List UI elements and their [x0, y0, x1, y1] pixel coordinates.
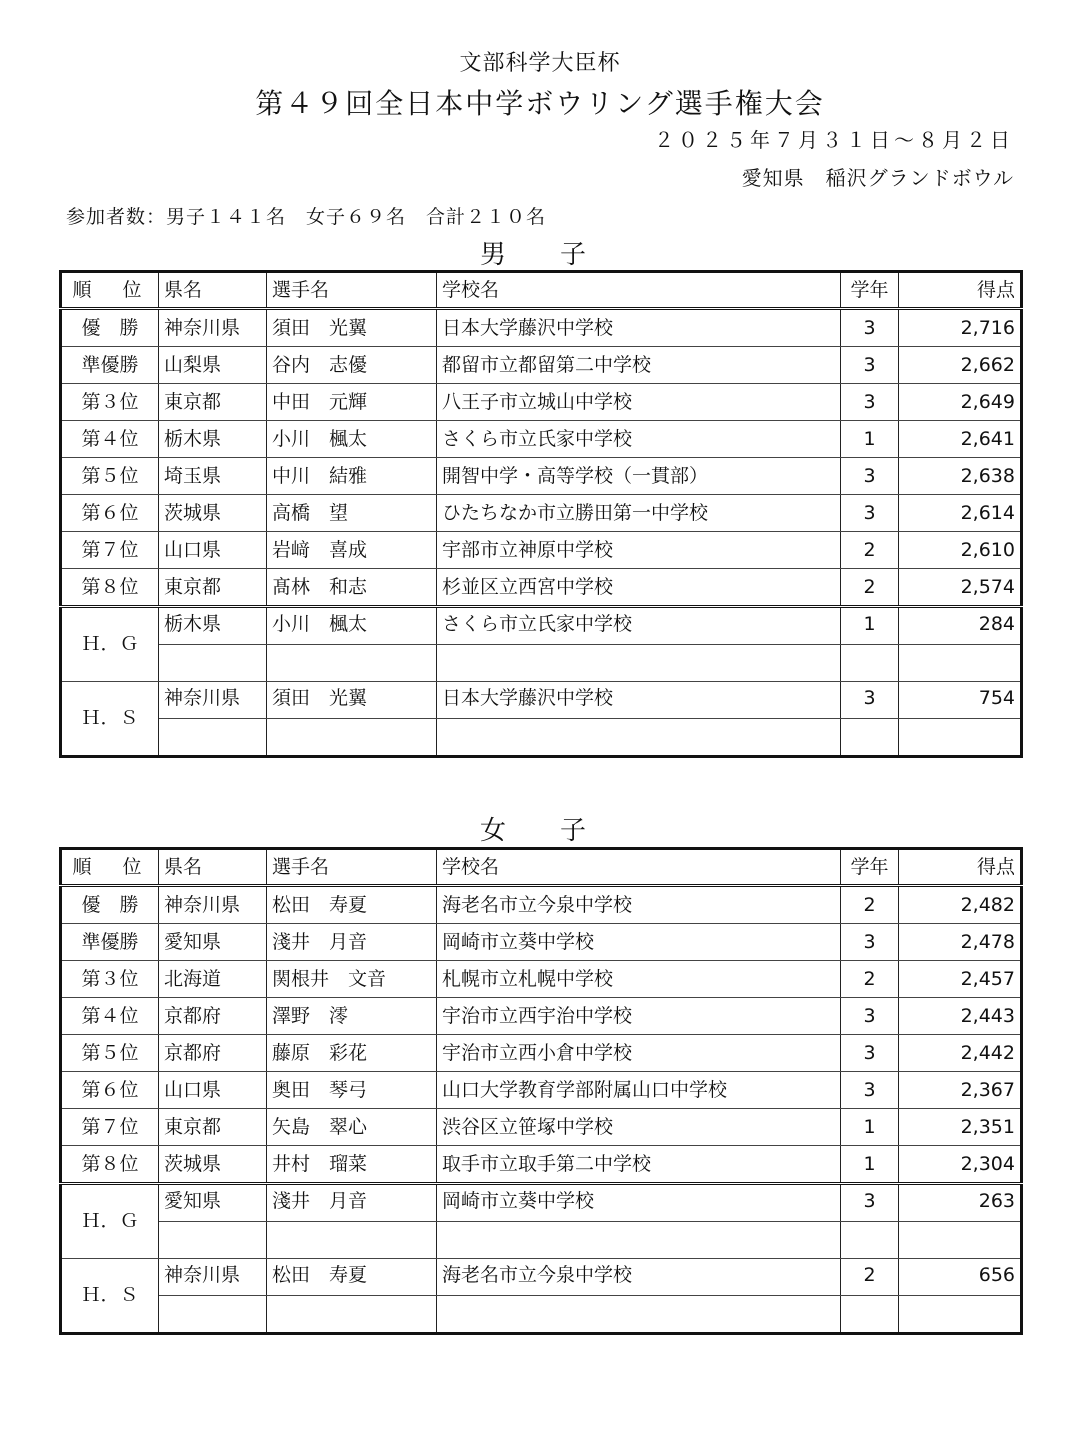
rank-cell: 準優勝: [61, 347, 159, 384]
header-player: 選手名: [267, 272, 437, 309]
score-cell: 2,649: [899, 384, 1022, 421]
score-cell: 2,574: [899, 569, 1022, 607]
grade-cell: 2: [841, 532, 899, 569]
grade-cell: 3: [841, 495, 899, 532]
header-school: 学校名: [437, 272, 841, 309]
table-row: [61, 1072, 1022, 1109]
empty-cell: [841, 1296, 899, 1334]
grade-cell: 1: [841, 421, 899, 458]
prefecture-cell: 東京都: [159, 384, 267, 421]
empty-cell: [841, 1222, 899, 1259]
score-cell: 2,662: [899, 347, 1022, 384]
event-venue: 愛知県 稲沢グランドボウル: [741, 166, 1014, 190]
grade-cell: 3: [841, 384, 899, 421]
grade-cell: 1: [841, 607, 899, 645]
empty-row: [61, 719, 1022, 757]
player-name-cell: 髙林 和志: [267, 569, 437, 607]
score-cell: 2,716: [899, 309, 1022, 347]
high-series-row: [61, 1259, 1022, 1296]
grade-cell: 3: [841, 458, 899, 495]
prefecture-cell: 山口県: [159, 532, 267, 569]
prefecture-cell: 神奈川県: [159, 309, 267, 347]
grade-cell: 3: [841, 309, 899, 347]
table-row: [61, 458, 1022, 495]
score-cell: 2,614: [899, 495, 1022, 532]
high-game-row: [61, 607, 1022, 645]
player-name-cell: 澤野 澪: [267, 998, 437, 1035]
grade-cell: 3: [841, 1072, 899, 1109]
grade-cell: 3: [841, 1184, 899, 1222]
school-cell: 宇治市立西小倉中学校: [437, 1035, 841, 1072]
rank-cell: 第５位: [61, 458, 159, 495]
header-grade: 学年: [841, 272, 899, 309]
table-row: [61, 1109, 1022, 1146]
header-score: 得点: [899, 272, 1022, 309]
grade-cell: 2: [841, 886, 899, 924]
table-row: [61, 961, 1022, 998]
prefecture-cell: 北海道: [159, 961, 267, 998]
empty-cell: [899, 719, 1022, 757]
event-date: ２０２５年７月３１日～８月２日: [654, 128, 1014, 152]
table-row: [61, 924, 1022, 961]
player-name-cell: 中田 元輝: [267, 384, 437, 421]
header-grade: 学年: [841, 849, 899, 886]
empty-cell: [159, 1222, 267, 1259]
player-name-cell: 小川 楓太: [267, 607, 437, 645]
grade-cell: 3: [841, 347, 899, 384]
grade-cell: 2: [841, 569, 899, 607]
empty-cell: [899, 1296, 1022, 1334]
school-cell: さくら市立氏家中学校: [437, 607, 841, 645]
empty-cell: [841, 645, 899, 682]
header-score: 得点: [899, 849, 1022, 886]
prefecture-cell: 京都府: [159, 1035, 267, 1072]
grade-cell: 3: [841, 998, 899, 1035]
school-cell: 山口大学教育学部附属山口中学校: [437, 1072, 841, 1109]
header-player: 選手名: [267, 849, 437, 886]
rank-cell: 第４位: [61, 998, 159, 1035]
empty-cell: [841, 719, 899, 757]
score-cell: 2,641: [899, 421, 1022, 458]
grade-cell: 3: [841, 1035, 899, 1072]
table-row: [61, 569, 1022, 607]
empty-cell: [899, 645, 1022, 682]
prefecture-cell: 茨城県: [159, 495, 267, 532]
tournament-title: 第４９回全日本中学ボウリング選手権大会: [255, 87, 825, 120]
boys-section-title: 男 子: [479, 240, 600, 270]
score-cell: 263: [899, 1184, 1022, 1222]
school-cell: 都留市立都留第二中学校: [437, 347, 841, 384]
header-rank: 順 位: [61, 272, 159, 309]
rank-cell: 第４位: [61, 421, 159, 458]
player-name-cell: 矢島 翠心: [267, 1109, 437, 1146]
rank-cell: 優 勝: [61, 309, 159, 347]
rank-cell: 第６位: [61, 1072, 159, 1109]
empty-row: [61, 1222, 1022, 1259]
school-cell: 宇部市立神原中学校: [437, 532, 841, 569]
girls-results-table: [59, 847, 1023, 1335]
player-name-cell: 小川 楓太: [267, 421, 437, 458]
table-header-row: [61, 849, 1022, 886]
school-cell: 渋谷区立笹塚中学校: [437, 1109, 841, 1146]
table-row: [61, 309, 1022, 347]
player-name-cell: 関根井 文音: [267, 961, 437, 998]
rank-cell: 第６位: [61, 495, 159, 532]
prefecture-cell: 東京都: [159, 1109, 267, 1146]
prefecture-cell: 東京都: [159, 569, 267, 607]
header-school: 学校名: [437, 849, 841, 886]
prefecture-cell: 神奈川県: [159, 886, 267, 924]
school-cell: 杉並区立西宮中学校: [437, 569, 841, 607]
table-row: [61, 1146, 1022, 1184]
score-cell: 2,478: [899, 924, 1022, 961]
header-prefecture: 県名: [159, 849, 267, 886]
empty-cell: [437, 719, 841, 757]
player-name-cell: 淺井 月音: [267, 924, 437, 961]
empty-cell: [437, 645, 841, 682]
empty-row: [61, 645, 1022, 682]
school-cell: 岡崎市立葵中学校: [437, 1184, 841, 1222]
score-cell: 2,443: [899, 998, 1022, 1035]
empty-cell: [437, 1296, 841, 1334]
header-prefecture: 県名: [159, 272, 267, 309]
player-name-cell: 高橋 望: [267, 495, 437, 532]
rank-cell: 第３位: [61, 961, 159, 998]
boys-results-table: [59, 270, 1023, 758]
grade-cell: 2: [841, 961, 899, 998]
table-row: [61, 347, 1022, 384]
prefecture-cell: 神奈川県: [159, 682, 267, 719]
rank-cell: 第８位: [61, 569, 159, 607]
score-cell: 2,482: [899, 886, 1022, 924]
prefecture-cell: 山梨県: [159, 347, 267, 384]
participant-count: 参加者数：男子１４１名 女子６９名 合計２１０名: [66, 206, 547, 228]
rank-cell: 優 勝: [61, 886, 159, 924]
empty-cell: [159, 719, 267, 757]
school-cell: 八王子市立城山中学校: [437, 384, 841, 421]
score-cell: 2,304: [899, 1146, 1022, 1184]
prefecture-cell: 埼玉県: [159, 458, 267, 495]
player-name-cell: 松田 寿夏: [267, 1259, 437, 1296]
player-name-cell: 中川 結雅: [267, 458, 437, 495]
table-row: [61, 384, 1022, 421]
rank-cell: 第７位: [61, 1109, 159, 1146]
rank-cell: 第３位: [61, 384, 159, 421]
player-name-cell: 淺井 月音: [267, 1184, 437, 1222]
high-series-label: Ｈ．Ｓ: [61, 1259, 159, 1334]
high-series-label: Ｈ．Ｓ: [61, 682, 159, 757]
school-cell: 日本大学藤沢中学校: [437, 682, 841, 719]
empty-cell: [267, 1222, 437, 1259]
rank-cell: 第５位: [61, 1035, 159, 1072]
header-rank: 順 位: [61, 849, 159, 886]
player-name-cell: 井村 瑠菜: [267, 1146, 437, 1184]
prefecture-cell: 栃木県: [159, 421, 267, 458]
player-name-cell: 須田 光翼: [267, 682, 437, 719]
prefecture-cell: 京都府: [159, 998, 267, 1035]
grade-cell: 1: [841, 1109, 899, 1146]
prefecture-cell: 愛知県: [159, 924, 267, 961]
school-cell: 宇治市立西宇治中学校: [437, 998, 841, 1035]
table-row: [61, 421, 1022, 458]
school-cell: 日本大学藤沢中学校: [437, 309, 841, 347]
prefecture-cell: 栃木県: [159, 607, 267, 645]
empty-cell: [159, 645, 267, 682]
empty-cell: [159, 1296, 267, 1334]
school-cell: さくら市立氏家中学校: [437, 421, 841, 458]
high-game-label: Ｈ．Ｇ: [61, 607, 159, 682]
school-cell: 札幌市立札幌中学校: [437, 961, 841, 998]
grade-cell: 2: [841, 1259, 899, 1296]
player-name-cell: 谷内 志優: [267, 347, 437, 384]
score-cell: 284: [899, 607, 1022, 645]
prefecture-cell: 愛知県: [159, 1184, 267, 1222]
rank-cell: 第７位: [61, 532, 159, 569]
cup-name: 文部科学大臣杯: [459, 51, 621, 76]
score-cell: 2,351: [899, 1109, 1022, 1146]
table-row: [61, 998, 1022, 1035]
player-name-cell: 奥田 琴弓: [267, 1072, 437, 1109]
score-cell: 2,457: [899, 961, 1022, 998]
prefecture-cell: 茨城県: [159, 1146, 267, 1184]
prefecture-cell: 神奈川県: [159, 1259, 267, 1296]
score-cell: 656: [899, 1259, 1022, 1296]
school-cell: 取手市立取手第二中学校: [437, 1146, 841, 1184]
player-name-cell: 須田 光翼: [267, 309, 437, 347]
score-cell: 2,638: [899, 458, 1022, 495]
high-game-label: Ｈ．Ｇ: [61, 1184, 159, 1259]
rank-cell: 第８位: [61, 1146, 159, 1184]
table-row: [61, 532, 1022, 569]
player-name-cell: 松田 寿夏: [267, 886, 437, 924]
high-game-row: [61, 1184, 1022, 1222]
table-row: [61, 886, 1022, 924]
score-cell: 754: [899, 682, 1022, 719]
table-row: [61, 1035, 1022, 1072]
girls-section-title: 女 子: [479, 816, 600, 846]
school-cell: 岡崎市立葵中学校: [437, 924, 841, 961]
grade-cell: 1: [841, 1146, 899, 1184]
school-cell: 海老名市立今泉中学校: [437, 886, 841, 924]
score-cell: 2,367: [899, 1072, 1022, 1109]
player-name-cell: 岩﨑 喜成: [267, 532, 437, 569]
rank-cell: 準優勝: [61, 924, 159, 961]
empty-row: [61, 1296, 1022, 1334]
empty-cell: [437, 1222, 841, 1259]
table-row: [61, 495, 1022, 532]
empty-cell: [267, 1296, 437, 1334]
table-header-row: [61, 272, 1022, 309]
school-cell: 海老名市立今泉中学校: [437, 1259, 841, 1296]
school-cell: ひたちなか市立勝田第一中学校: [437, 495, 841, 532]
empty-cell: [267, 645, 437, 682]
school-cell: 開智中学・高等学校（一貫部）: [437, 458, 841, 495]
empty-cell: [899, 1222, 1022, 1259]
high-series-row: [61, 682, 1022, 719]
empty-cell: [267, 719, 437, 757]
grade-cell: 3: [841, 682, 899, 719]
grade-cell: 3: [841, 924, 899, 961]
score-cell: 2,610: [899, 532, 1022, 569]
score-cell: 2,442: [899, 1035, 1022, 1072]
prefecture-cell: 山口県: [159, 1072, 267, 1109]
player-name-cell: 藤原 彩花: [267, 1035, 437, 1072]
